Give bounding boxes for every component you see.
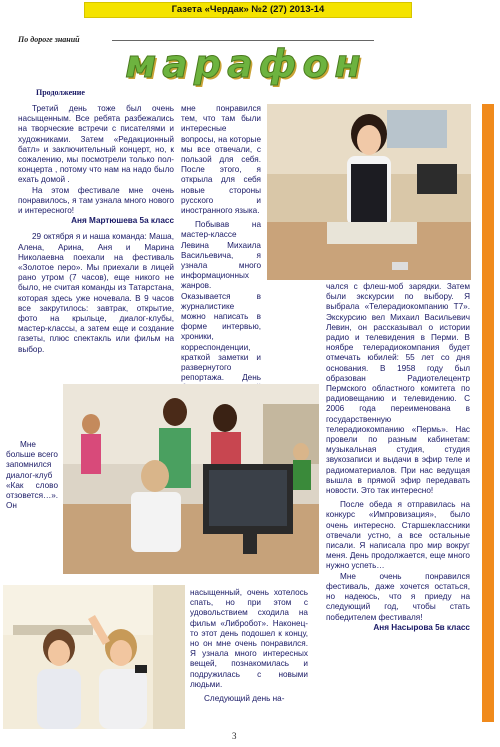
section-label: По дороге знаний — [18, 35, 80, 44]
author-signature: Аня Насырова 5в класс — [373, 622, 470, 632]
paragraph: чался с флеш-моб зарядки. Затем были экскурсии по выбору. Я выбрала «Телерадиокомпанию Т7». Экскурсию вел Михаил Васильевич Левин, он рассказывал о истории радио и телевидения в Перми. В ноябре телерадиокомпания будет отмечать юбилей: 55 лет со дня основания. В 1958 году был образован Радиотелецентр Пермского областного комитета по радиовещанию и телевидению. С 2006 года переименована в государственную телерадиокомпанию «Пермь». Нас провели по разным кабинетам: музыкальная студия, студия звукозаписи и выдачи в эфир теле и радиоматериалов. При нас ведущая вышла в прямой эфир передавать новости. Это так интересно! — [326, 282, 470, 496]
photo-girls-at-computer — [63, 384, 319, 574]
paragraph: Следующий день на- — [204, 694, 285, 704]
photo-girl-at-desk — [267, 104, 471, 280]
article-column-1 — [18, 104, 174, 355]
photo-two-girls — [3, 585, 185, 729]
paragraph: На этом фестивале мне очень понравилось, я там узнала много нового и интересного! — [18, 185, 174, 216]
author-signature: Аня Мартюшева 5а класс — [71, 216, 174, 226]
continuation-label: Продолжение — [36, 88, 85, 97]
section-divider — [112, 40, 374, 41]
article-column-3 — [326, 282, 470, 633]
accent-sidebar — [482, 104, 494, 722]
paragraph: Побывав на мастер-классе Левина Михаила Васильевича, я узнала много информационных жанров. Оказывается в журналистике можно написать в форме интервью, хроники, корреспонденции, краткой заметки и развернутого репортажа. День — [181, 220, 261, 383]
article-column-1-narrow — [6, 440, 58, 511]
paragraph: насыщенный, очень хотелось спать, но при этом с удовольствием сходила на фильм «Либробот». Наконец-то этот день подошел к концу, но он мне очень понравился. Я узнала много интересных вещей, познакомилась и подружилась с новыми людьми. — [190, 588, 308, 689]
masthead-text: марафон — [125, 42, 367, 86]
paragraph: 29 октября я и наша команда: Маша, Алена, Арина, Аня и Марина Николаевна поехали на фестиваль «Золотое перо». Мы приехали в лицей рано утром (7 часов), еще никого не было, не считая команды из Татарстана, которая здесь уже ночевала. В 9 часов все закрутилось: завтрак, открытие, фото на крыльце, диалог-клубы, мастер-классы, а затем еще и создание газеты, плюс спектакль или фильм на выбор. — [18, 232, 174, 354]
paragraph: мне понравился тем, что там были интересные вопросы, на которые мы все отвечали, с пользой для себя. После этого, я открыла для себя новые стороны русского и иностранного языка. — [181, 104, 261, 216]
newspaper-header: Газета «Чердак» №2 (27) 2013-14 — [84, 2, 412, 18]
article-column-4 — [190, 588, 308, 704]
masthead-title — [56, 44, 436, 84]
article-column-2 — [181, 104, 261, 404]
paragraph: Третий день тоже был очень насыщенным. Все ребята разбежались на творческие встречи с писателями и художниками. Затем «Редакционный батл» и заключительный концерт, но, к сожалению, мы посмотрели только пол- концерта , потому что нам на надо было ехать домой . — [18, 104, 174, 185]
paragraph: Мне больше всего запомнился диалог-клуб «Как слово отзовется…». Он — [6, 440, 59, 511]
paragraph: После обеда я отправилась на конкурс «Импровизация», было очень интересно. Старшеклассники отвечали устно, а все остальные писали. Я написала про мир вокруг меня. День продолжается, еще много нужно успеть… — [326, 500, 470, 571]
page-number: 3 — [232, 731, 237, 741]
paragraph: Мне очень понравился фестиваль, даже хочется остаться, но надеюсь, что я приеду на следующий год, чтобы стать победителем фестиваля! — [326, 571, 470, 622]
